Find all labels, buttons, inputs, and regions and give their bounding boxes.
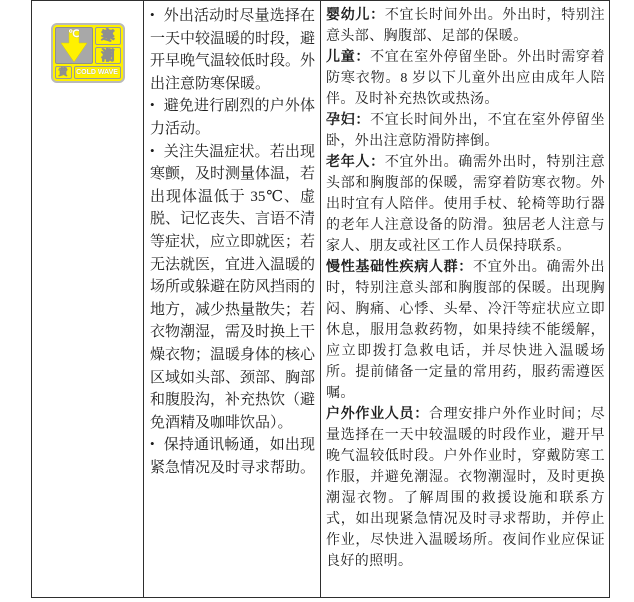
yellow-level-tile: 黄	[55, 66, 72, 79]
cold-wave-advice-table	[31, 0, 610, 598]
population-advice-item	[326, 404, 605, 572]
advice-text: 保持通讯畅通，如出现紧急情况及时寻求帮助。	[150, 437, 316, 476]
chao-char-tile: 潮	[95, 47, 120, 65]
bullet-marker: •	[150, 7, 155, 22]
celsius-symbol: ℃	[68, 29, 80, 40]
warning-icon-cell	[32, 1, 144, 597]
population-advice-text: 不宜在室外停留坐卧。外出时需穿着防寒衣物。8 岁以下儿童外出应由成年人陪伴。及时补充热饮或热汤。	[326, 50, 606, 107]
bullet-marker: •	[150, 142, 155, 158]
population-advice-item	[326, 5, 605, 47]
population-group-label: 儿童：	[326, 50, 371, 65]
icon-bottom-row	[55, 66, 121, 79]
population-advice-text: 不宜外出。确需外出时，特别注意头部和胸腹部的保暖。出现胸闷、胸痛、心悸、头晕、冷汗等症状应立即休息，服用急救药物，如果持续不能缓解，应立即拨打急救电话，并尽快进入温暖场所。提前储备一定量的常用药，服药需遵医嘱。	[326, 260, 605, 401]
population-advice-text: 不宜长时间外出。外出时，特别注意头部、胸腹部、足部的保暖。	[326, 8, 606, 44]
population-advice-item	[326, 257, 605, 404]
icon-character-tiles	[95, 27, 120, 64]
han-char-tile: 寒	[95, 27, 120, 45]
population-advice-item	[326, 47, 605, 110]
population-group-label: 慢性基础性疾病人群：	[326, 260, 473, 275]
general-advice-cell	[144, 1, 321, 597]
population-advice-item	[326, 152, 605, 257]
population-group-label: 老年人：	[326, 155, 385, 170]
advice-text: 关注失温症状。若出现寒颤，及时测量体温，若出现体温低于 35℃、虚脱、记忆丧失、言语不清等症状，应立即就医；若无法就医，宜进入温暖的场所或躲避在防风挡雨的地方，减少热量散失；若衣物潮湿，需及时换上干燥衣物；温暖身体的核心区域如头部、颈部、胸部和腹股沟，补充热饮（避免酒精及咖啡饮品）。	[150, 143, 316, 431]
population-advice-text: 不宜长时间外出，不宜在室外停留坐卧，外出注意防滑防摔倒。	[326, 113, 606, 149]
population-advice-text: 不宜外出。确需外出时，特别注意头部和胸腹部的保暖，需穿着防寒衣物。外出时宜有人陪伴。使用手杖、轮椅等助行器的老年人注意设备的防滑。独居老人注意与家人、朋友或社区工作人员保持联系。	[326, 155, 606, 254]
population-advice-item	[326, 110, 605, 152]
temperature-down-arrow-icon	[55, 27, 94, 64]
bullet-marker: •	[150, 97, 155, 113]
population-advice-text: 合理安排户外作业时间；尽量选择在一天中较温暖的时段作业，避开早晚气温较低时段。户外作业时，穿戴防寒工作服，并避免潮湿。衣物潮湿时，及时更换潮湿衣物。了解周围的救援设施和联系方式，如出现紧急情况及时寻求帮助，并停止作业，尽快进入温暖场所。夜间作业应保证良好的照明。	[326, 407, 605, 569]
population-advice-cell	[321, 1, 609, 597]
advice-text: 外出活动时尽量选择在一天中较温暖的时段，避开早晚气温较低时段。外出注意防寒保暖。	[150, 8, 316, 92]
bullet-marker: •	[150, 436, 155, 452]
advice-item	[150, 95, 315, 140]
population-group-label: 户外作业人员：	[326, 407, 429, 422]
advice-item	[150, 5, 315, 95]
advice-text: 避免进行剧烈的户外体力活动。	[150, 98, 315, 137]
advice-item	[150, 434, 315, 479]
advice-item	[150, 141, 315, 435]
population-group-label: 孕妇：	[326, 113, 371, 128]
population-group-label: 婴幼儿：	[326, 8, 385, 23]
cold-wave-english-label: COLD WAVE	[74, 66, 121, 79]
icon-top-row	[55, 27, 121, 64]
cold-wave-yellow-warning-icon	[51, 23, 125, 83]
